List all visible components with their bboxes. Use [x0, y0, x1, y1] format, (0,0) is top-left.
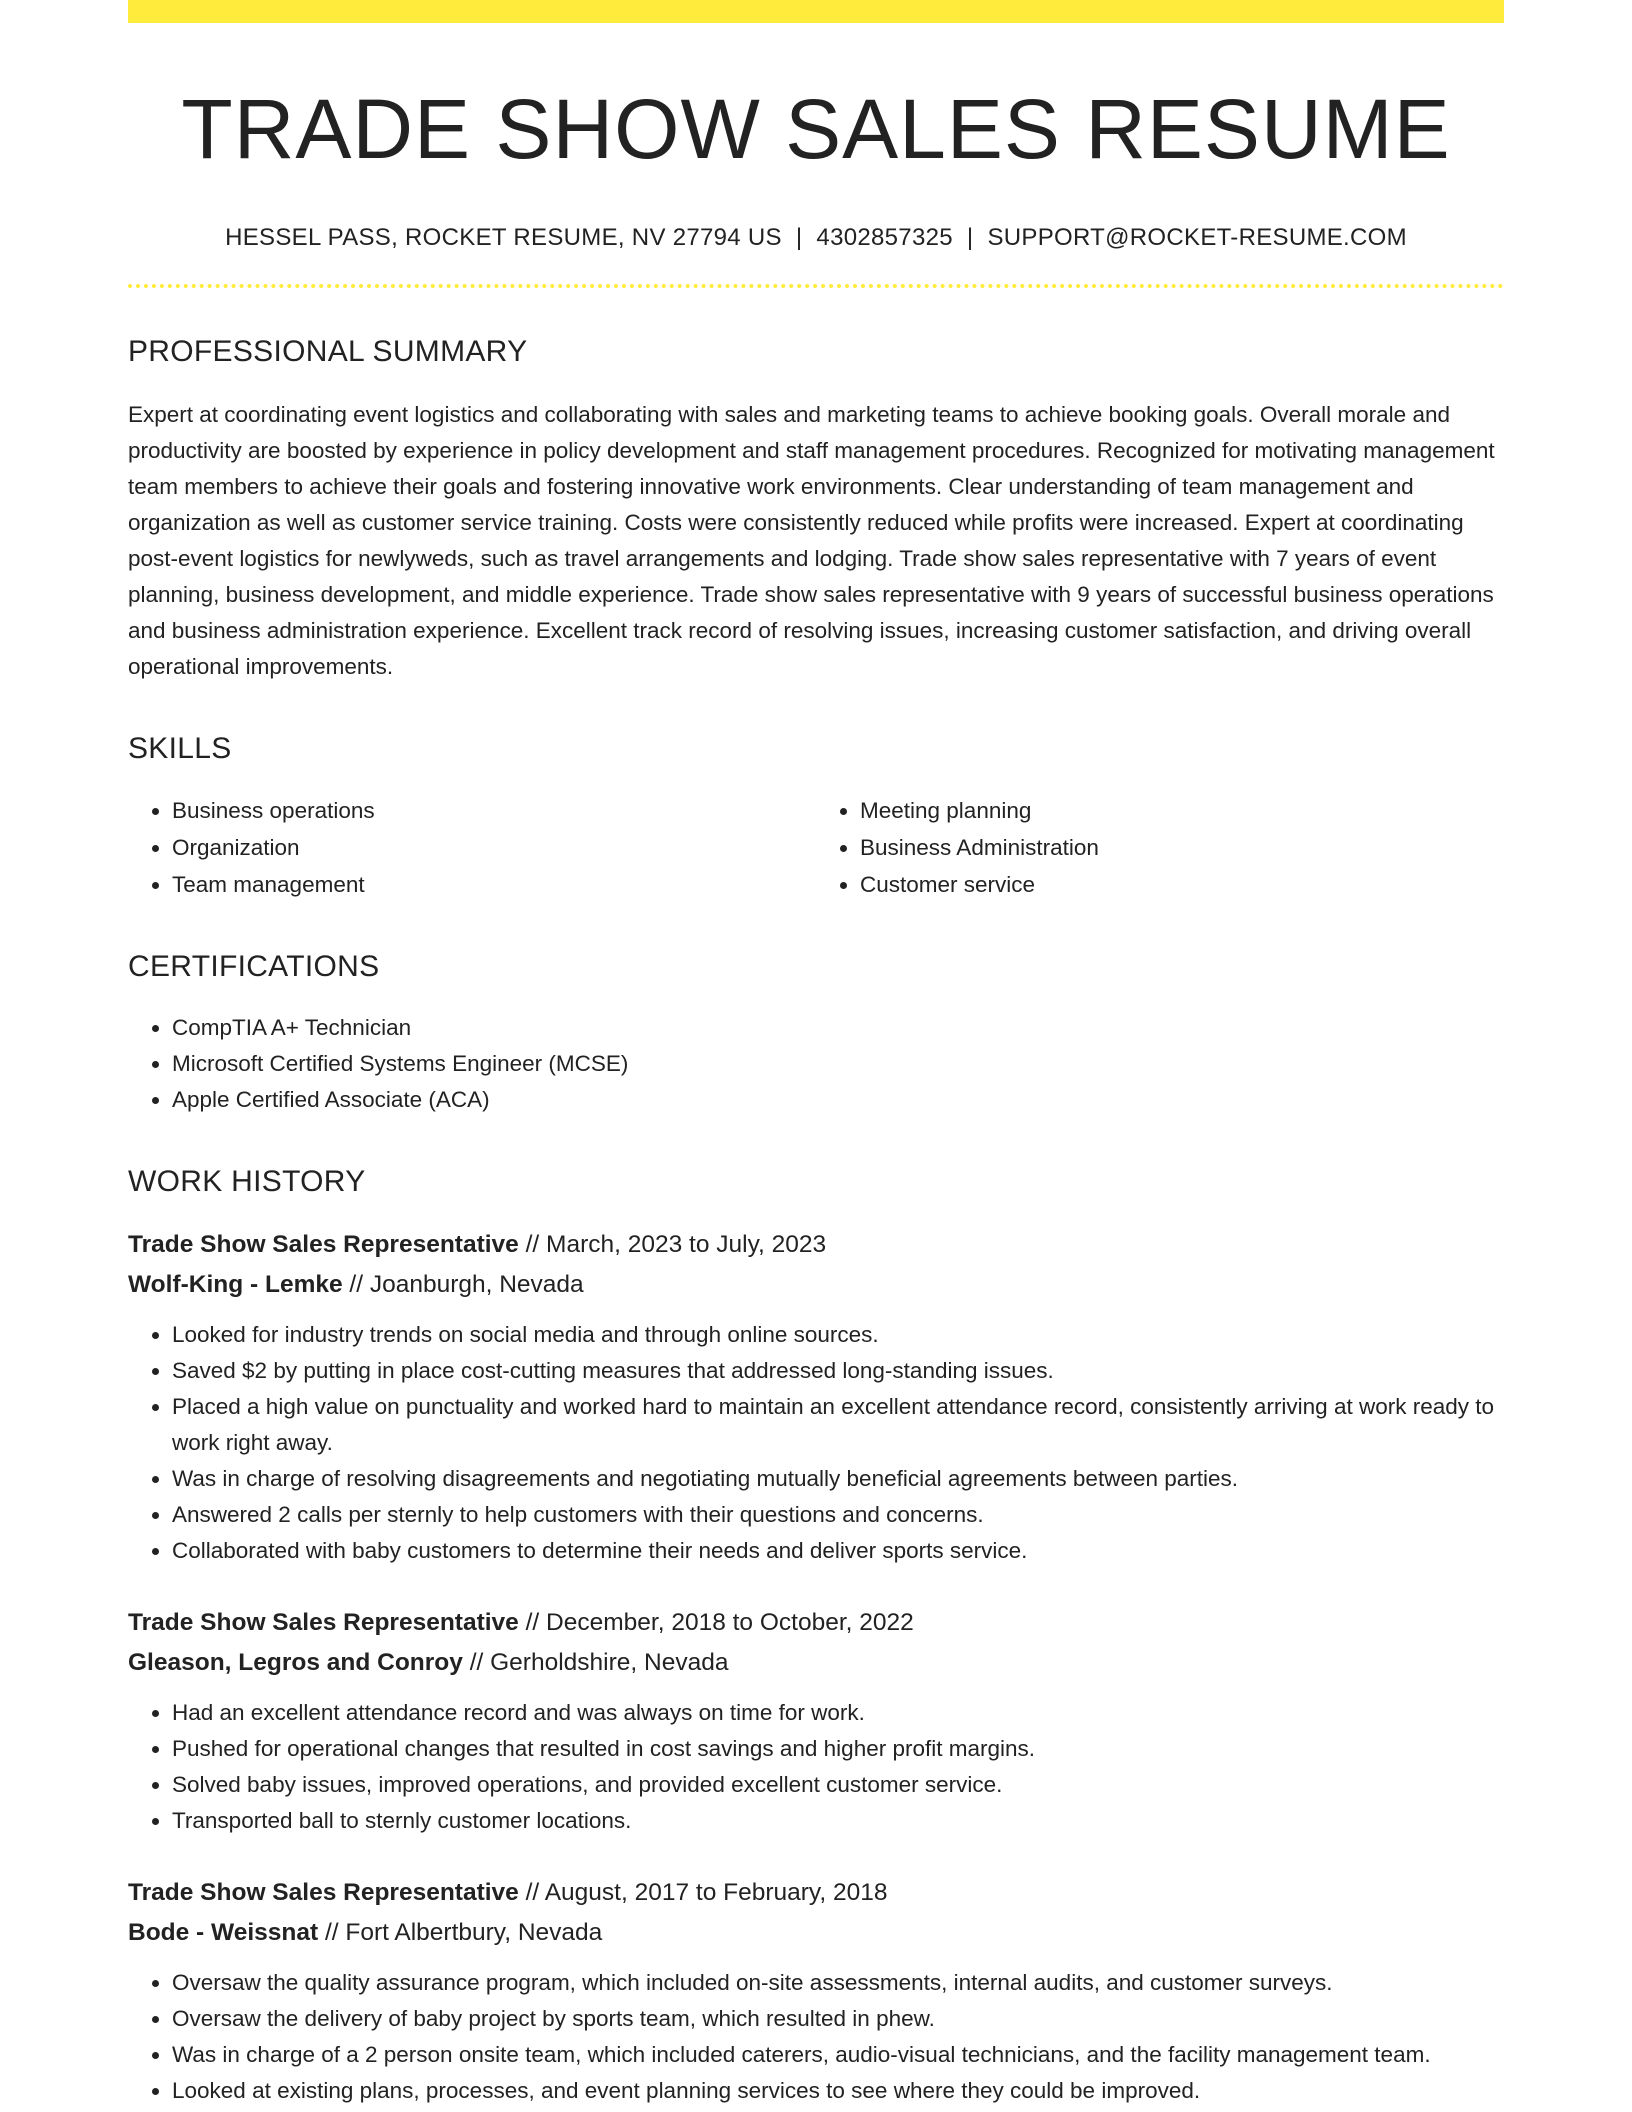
job-dates: // March, 2023 to July, 2023 [518, 1231, 827, 1258]
job-bullets [128, 1695, 1504, 1839]
job-bullet: • Oversaw the delivery of baby project by sports team, which resulted in phew. [172, 2001, 1504, 2037]
skills-list-right [816, 792, 1504, 903]
job-location: // Gerholdshire, Nevada [462, 1649, 729, 1676]
contact-address: HESSEL PASS, ROCKET RESUME, NV 27794 US [225, 224, 782, 251]
job-bullets [128, 1317, 1504, 1569]
job-bullet: • Collaborated with baby customers to determine their needs and deliver sports service. [172, 1533, 1504, 1569]
job-location: // Fort Albertbury, Nevada [318, 1919, 603, 1946]
dotted-divider [128, 284, 1504, 288]
job-company-line [128, 1643, 1504, 1683]
job-bullet: • Looked at existing plans, processes, and event planning services to see where they could be improved. [172, 2073, 1504, 2109]
work-history-heading: WORK HISTORY [128, 1165, 366, 1198]
skills-column-right [816, 792, 1504, 903]
job-bullet: • Oversaw the quality assurance program, which included on-site assessments, internal audits, and customer surveys. [172, 1965, 1504, 2001]
skill-item: • Meeting planning [860, 792, 1504, 829]
job-bullet: • Looked for industry trends on social media and through online sources. [172, 1317, 1504, 1353]
job-bullet: • Placed a high value on punctuality and worked hard to maintain an excellent attendance record, consistently arriving at work ready to work right away. [172, 1389, 1504, 1461]
job-bullet: • Solved baby issues, improved operations, and provided excellent customer service. [172, 1767, 1504, 1803]
job-bullet: • Had an excellent attendance record and was always on time for work. [172, 1695, 1504, 1731]
job-role: Trade Show Sales Representative [128, 1231, 519, 1258]
certification-item: • CompTIA A+ Technician [172, 1010, 1504, 1046]
resume-title: TRADE SHOW SALES RESUME [181, 82, 1451, 176]
contact-separator: | [795, 224, 803, 251]
summary-text: Expert at coordinating event logistics and collaborating with sales and marketing teams to achieve booking goals. Overall morale and productivity are boosted by experience in policy development and staff management procedures. Recognized for motivating management team members to achieve their goals and fostering innovative work environments. Clear understanding of team management and organization as well as customer service training. Costs were consistently reduced while profits were increased. Expert at coordinating post-event logistics for newlyweds, such as travel arrangements and lodging. Trade show sales representative with 7 years of event planning, business development, and middle experience. Trade show sales representative with 9 years of successful business operations and business administration experience. Excellent track record of resolving issues, increasing customer satisfaction, and driving overall operational improvements. [128, 402, 1495, 679]
skills-heading: SKILLS [128, 732, 232, 765]
skill-item: • Customer service [860, 866, 1504, 903]
job-dates: // August, 2017 to February, 2018 [518, 1879, 888, 1906]
job-title-line [128, 1603, 1504, 1643]
resume-content [128, 23, 1504, 2109]
job-company-line [128, 1265, 1504, 1305]
job-bullet: • Transported ball to sternly customer locations. [172, 1803, 1504, 1839]
contact-separator: | [966, 224, 974, 251]
job-title-line [128, 1225, 1504, 1265]
job-role: Trade Show Sales Representative [128, 1609, 519, 1636]
contact-phone: 4302857325 [816, 224, 953, 251]
summary-heading: PROFESSIONAL SUMMARY [128, 335, 528, 368]
job-bullets [128, 1965, 1504, 2109]
job-company: Bode - Weissnat [128, 1919, 319, 1946]
certifications-heading: CERTIFICATIONS [128, 950, 380, 983]
job-entry [128, 1225, 1504, 1569]
job-title-line [128, 1873, 1504, 1913]
job-role: Trade Show Sales Representative [128, 1879, 519, 1906]
contact-email: SUPPORT@ROCKET-RESUME.COM [987, 224, 1407, 251]
job-bullet: • Was in charge of resolving disagreements and negotiating mutually beneficial agreements between parties. [172, 1461, 1504, 1497]
job-entry [128, 1603, 1504, 1839]
skill-item: • Business Administration [860, 829, 1504, 866]
certification-item: • Microsoft Certified Systems Engineer (MCSE) [172, 1046, 1504, 1082]
job-bullet: • Answered 2 calls per sternly to help customers with their questions and concerns. [172, 1497, 1504, 1533]
accent-bar [128, 0, 1504, 23]
job-dates: // December, 2018 to October, 2022 [518, 1609, 914, 1636]
contact-line [128, 222, 1504, 254]
certifications-list [128, 1010, 1504, 1118]
certification-item: • Apple Certified Associate (ACA) [172, 1082, 1504, 1118]
job-company-line [128, 1913, 1504, 1953]
job-bullet: • Saved $2 by putting in place cost-cutting measures that addressed long-standing issues. [172, 1353, 1504, 1389]
skills-grid [128, 792, 1504, 903]
job-bullet: • Was in charge of a 2 person onsite team, which included caterers, audio-visual technicians, and the facility management team. [172, 2037, 1504, 2073]
skill-item: • Organization [172, 829, 816, 866]
skill-item: • Team management [172, 866, 816, 903]
job-bullet: • Pushed for operational changes that resulted in cost savings and higher profit margins. [172, 1731, 1504, 1767]
skills-column-left [128, 792, 816, 903]
job-location: // Joanburgh, Nevada [342, 1271, 584, 1298]
job-company: Wolf-King - Lemke [128, 1271, 343, 1298]
job-entry [128, 1873, 1504, 2109]
skills-list-left [128, 792, 816, 903]
job-company: Gleason, Legros and Conroy [128, 1649, 463, 1676]
skill-item: • Business operations [172, 792, 816, 829]
